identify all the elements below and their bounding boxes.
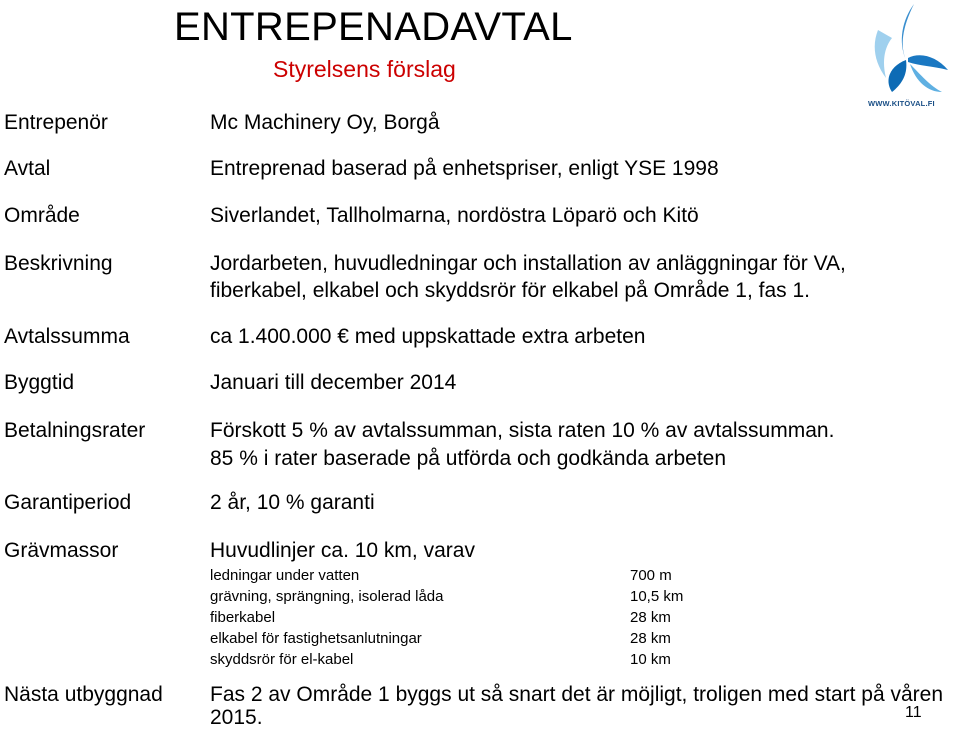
value-gravmassor: Huvudlinjer ca. 10 km, varav xyxy=(210,539,475,562)
label-avtal: Avtal xyxy=(4,157,51,180)
value-avtalssumma: ca 1.400.000 € med uppskattade extra arbeten xyxy=(210,325,646,348)
label-gravmassor: Grävmassor xyxy=(4,539,119,562)
value-betalningsrater-line2: 85 % i rater baserade på utförda och godkända arbeten xyxy=(210,447,727,470)
label-entreprenor: Entrepenör xyxy=(4,111,108,134)
list-item-amount: 10 km xyxy=(630,651,671,668)
label-omrade: Område xyxy=(4,204,80,227)
list-item-amount: 10,5 km xyxy=(630,588,684,605)
value-omrade: Siverlandet, Tallholmarna, nordöstra Löparö och Kitö xyxy=(210,204,699,227)
value-beskrivning-line2: fiberkabel, elkabel och skyddsrör för elkabel på Område 1, fas 1. xyxy=(210,279,810,302)
value-nasta-line1: Fas 2 av Område 1 byggs ut så snart det är möjligt, troligen med start på våren xyxy=(210,683,944,706)
list-item-name: ledningar under vatten xyxy=(210,567,360,584)
label-avtalssumma: Avtalssumma xyxy=(4,325,130,348)
list-item-name: skyddsrör för el-kabel xyxy=(210,651,354,668)
label-byggtid: Byggtid xyxy=(4,371,75,394)
logo-text: WWW.KITÖVAL.FI xyxy=(868,99,935,108)
value-avtal: Entreprenad baserad på enhetspriser, enligt YSE 1998 xyxy=(210,157,719,180)
value-byggtid: Januari till december 2014 xyxy=(210,371,457,394)
list-item-amount: 700 m xyxy=(630,567,672,584)
kitoval-logo-icon xyxy=(862,0,960,112)
page-number: 11 xyxy=(905,704,922,721)
label-nasta-utbyggnad: Nästa utbyggnad xyxy=(4,683,163,706)
value-entreprenor: Mc Machinery Oy, Borgå xyxy=(210,111,440,134)
label-garantiperiod: Garantiperiod xyxy=(4,491,132,514)
list-item-name: grävning, sprängning, isolerad låda xyxy=(210,588,444,605)
label-beskrivning: Beskrivning xyxy=(4,252,113,275)
value-betalningsrater-line1: Förskott 5 % av avtalssumman, sista raten 10 % av avtalssumman. xyxy=(210,419,835,442)
list-item-name: fiberkabel xyxy=(210,609,276,626)
value-garantiperiod: 2 år, 10 % garanti xyxy=(210,491,375,514)
page-subtitle: Styrelsens förslag xyxy=(273,56,456,82)
list-item-name: elkabel för fastighetsanlutningar xyxy=(210,630,422,647)
list-item-amount: 28 km xyxy=(630,609,671,626)
value-nasta-line2: 2015. xyxy=(210,706,263,729)
list-item-amount: 28 km xyxy=(630,630,671,647)
value-beskrivning-line1: Jordarbeten, huvudledningar och installation av anläggningar för VA, xyxy=(210,252,846,275)
page-title: ENTREPENADAVTAL xyxy=(174,5,573,49)
label-betalningsrater: Betalningsrater xyxy=(4,419,146,442)
